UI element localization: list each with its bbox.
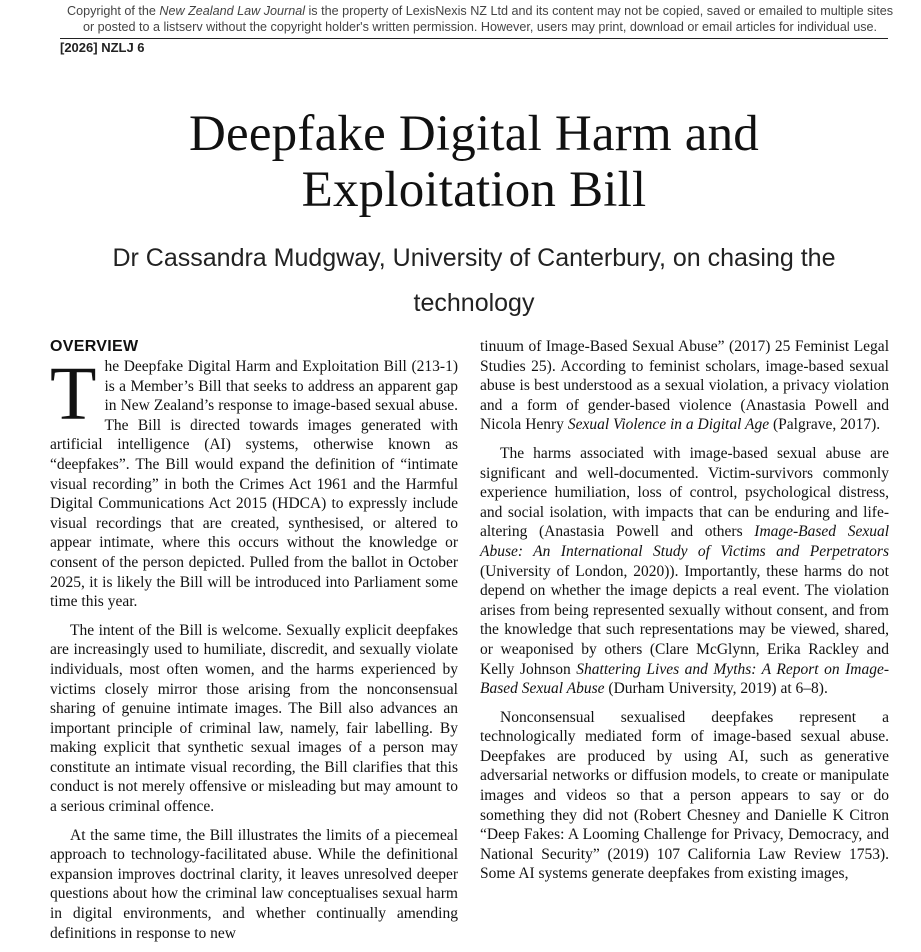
journal-citation: [2026] NZLJ 6 xyxy=(60,40,145,55)
title-line-2: Exploitation Bill xyxy=(301,162,647,218)
paragraph-text: he Deepfake Digital Harm and Exploitation Bill (213-1) is a Member’s Bill that seeks to address an apparent gap in New Zealand’s response to image-based sexual abuse. The Bill is directed towards images generated with artificial intelligence (AI) systems, otherwise known as “deepfakes”. The Bill would expand the definition of “intimate visual recording” in both the Crimes Act 1961 and the Harmful Digital Communications Act 2015 (HDCA) to expressly include visual recordings that are created, synthesised, or altered to appear intimate, where this occurs without the knowledge or consent of the person depicted. Pulled from the ballot in October 2025, it is likely the Bill will be introduced into Parliament some time this year. xyxy=(50,358,458,611)
copyright-notice xyxy=(40,3,920,35)
article-byline xyxy=(60,236,888,326)
paragraph-text: (University of London, 2020)). Importantly, these harms do not depend on whether the image depicts a real event. The violation arises from being represented sexually without consent, and from the knowledge that such representations may be viewed, shared, or weaponised by others (Clare McGlynn, Erika Rackley and Kelly Johnson xyxy=(480,562,889,678)
right-column xyxy=(480,337,889,893)
title-line-1: Deepfake Digital Harm and xyxy=(188,106,759,162)
paragraph-text: The harms associated with image-based sexual abuse are significant and well-documented. Victim-survivors commonly experience humiliation, loss of control, psychological distress, and social isolation, with impacts that can be enduring and life-altering (Anastasia Powell and others xyxy=(480,444,889,541)
paragraph: The intent of the Bill is welcome. Sexually explicit deepfakes are increasingly used to humiliate, discredit, and sexually violate individuals, most often women, and the harms experienced by victims closely mirror those arising from the nonconsensual sharing of genuine intimate images. The Bill also advances an important principle of criminal law, namely, fair labelling. By making explicit that synthetic sexual images of a person may constitute an intimate visual recording, the Bill clarifies that this conduct is not merely offensive or misleading but may amount to a serious criminal offence. xyxy=(50,621,458,816)
paragraph xyxy=(480,444,889,699)
copyright-line-1 xyxy=(40,3,920,19)
paragraph-text: tinuum of Image-Based Sexual Abuse” (2017) 25 Feminist Legal Studies 25). According to feminist scholars, image-based sexual abuse is best understood as a sexual violation, a privacy violation and a form of gender-based violence (Anastasia Powell and Nicola Henry xyxy=(480,338,889,434)
paragraph xyxy=(50,352,458,612)
left-column xyxy=(50,337,458,952)
paragraph xyxy=(480,337,889,435)
paragraph: At the same time, the Bill illustrates the limits of a piecemeal approach to technology-facilitated abuse. While the definitional expansion improves doctrinal clarity, it leaves unresolved deeper questions about how the criminal law conceptualises sexual harm in digital environments, and whether continually amending definitions in response to new xyxy=(50,826,458,942)
byline-line-1: Dr Cassandra Mudgway, University of Canterbury, on chasing the xyxy=(112,244,836,272)
drop-cap: T xyxy=(50,352,97,436)
citation-title: Shattering Lives and Myths: A Report on Image-Based Sexual Abuse xyxy=(480,660,889,698)
citation-title: Sexual Violence in a Digital Age xyxy=(567,416,770,434)
copyright-text: Copyright of the xyxy=(66,4,160,18)
section-heading: OVERVIEW xyxy=(50,338,139,355)
paragraph-text: (Durham University, 2019) at 6–8). xyxy=(604,680,828,698)
journal-name: New Zealand Law Journal xyxy=(159,4,305,18)
article-title xyxy=(60,106,888,218)
paragraph: Nonconsensual sexualised deepfakes represent a technologically mediated form of image-based sexual abuse. Deepfakes are produced by using AI, such as generative adversarial networks or diffusion models, to create or manipulate images and videos so that a person appears to say or do something they did not (Robert Chesney and Danielle K Citron “Deep Fakes: A Looming Challenge for Privacy, Democracy, and National Security” (2019) 107 California Law Review 1753). Some AI systems generate deepfakes from existing images, xyxy=(480,708,889,883)
citation-title: Image-Based Sexual Abuse: An International Study of Victims and Perpetrators xyxy=(480,523,890,560)
copyright-text: is the property of LexisNexis NZ Ltd and its content may not be copied, saved or emailed to multiple sites xyxy=(305,4,894,18)
copyright-line-2: or posted to a listserv without the copyright holder's written permission. However, users may print, download or email articles for individual use. xyxy=(82,20,878,34)
paragraph-text: (Palgrave, 2017). xyxy=(769,416,881,434)
byline-line-2: technology xyxy=(413,289,535,317)
header-rule xyxy=(60,38,888,39)
